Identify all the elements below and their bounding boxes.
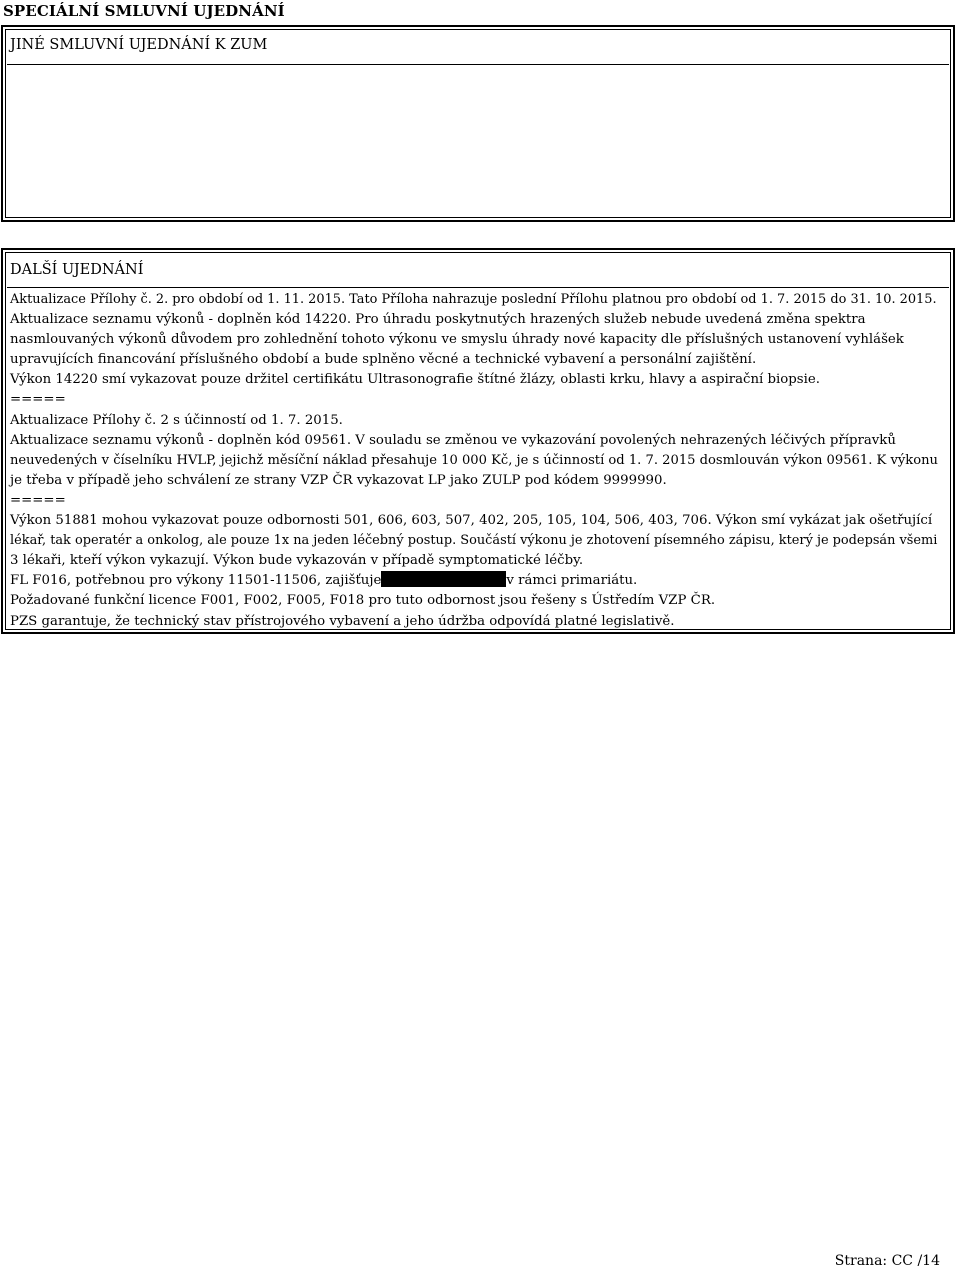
text-line: je třeba v případě jeho schválení ze strany VZP ČR vykazovat LP jako ZULP pod kódem 9999990. — [10, 472, 667, 488]
page-heading: SPECIÁLNÍ SMLUVNÍ UJEDNÁNÍ — [3, 2, 285, 20]
text-line: lékař, tak operatér a onkolog, ale pouze 1x na jeden léčebný postup. Součástí výkonu je zhotovení písemného zápisu, který je podepsán všemi — [10, 533, 938, 549]
section-dalsi — [1, 248, 955, 634]
text-line: neuvedených v číselníku HVLP, jejichž měsíční náklad přesahuje 10 000 Kč, je s účinností od 1. 7. 2015 dosmlouván výkon 09561. K výkonu — [10, 452, 938, 468]
text-line: upravujících financování příslušného období a bude splněno věcné a technické vybavení a personální zajištění. — [10, 352, 757, 368]
fl-line-before: FL F016, potřebnou pro výkony 11501-11506, zajišťuje — [10, 573, 382, 589]
text-line: Výkon 14220 smí vykazovat pouze držitel certifikátu Ultrasonografie štítné žlázy, oblasti krku, hlavy a aspirační biopsie. — [10, 372, 820, 388]
text-line: nasmlouvaných výkonů důvodem pro zohlednění tohoto výkonu ve smyslu úhrady nové kapacity dle příslušných ustanovení vyhlášek — [10, 332, 904, 348]
section-dalsi-title: DALŠÍ UJEDNÁNÍ — [10, 262, 144, 278]
page-number: Strana: CC /14 — [834, 1253, 940, 1269]
text-line: Požadované funkční licence F001, F002, F005, F018 pro tuto odbornost jsou řešeny s Ústředím VZP ČR. — [10, 593, 716, 609]
text-line: Aktualizace seznamu výkonů - doplněn kód 14220. Pro úhradu poskytnutých hrazených služeb nebude uvedená změna spektra — [10, 312, 866, 328]
text-line-fl — [10, 571, 950, 591]
fl-line-after: v rámci primariátu. — [506, 573, 638, 589]
separator-line: ===== — [10, 392, 66, 408]
text-line: Aktualizace seznamu výkonů - doplněn kód 09561. V souladu se změnou ve vykazování povolených nehrazených léčivých přípravků — [10, 432, 896, 448]
text-line: Aktualizace Přílohy č. 2. pro období od 1. 11. 2015. Tato Příloha nahrazuje poslední Přílohu platnou pro období od 1. 7. 2015 do 31. 10. 2015. — [10, 292, 937, 307]
section-zum-rule — [7, 64, 949, 65]
section-zum — [1, 25, 955, 222]
section-dalsi-content — [10, 290, 950, 632]
text-line: 3 lékaři, kteří výkon vykazují. Výkon bude vykazován v případě symptomatické léčby. — [10, 553, 584, 569]
separator-line: ===== — [10, 492, 66, 508]
section-dalsi-rule — [7, 287, 949, 288]
section-zum-title: JINÉ SMLUVNÍ UJEDNÁNÍ K ZUM — [10, 37, 268, 53]
text-line: Aktualizace Přílohy č. 2 s účinností od 1. 7. 2015. — [10, 412, 343, 428]
text-line: Výkon 51881 mohou vykazovat pouze odbornosti 501, 606, 603, 507, 402, 205, 105, 104, 506, 403, 706. Výkon smí vykázat jak ošetřující — [10, 513, 933, 529]
redaction-block — [381, 571, 506, 587]
text-line: PZS garantuje, že technický stav přístrojového vybavení a jeho údržba odpovídá platné legislativě. — [10, 613, 675, 629]
